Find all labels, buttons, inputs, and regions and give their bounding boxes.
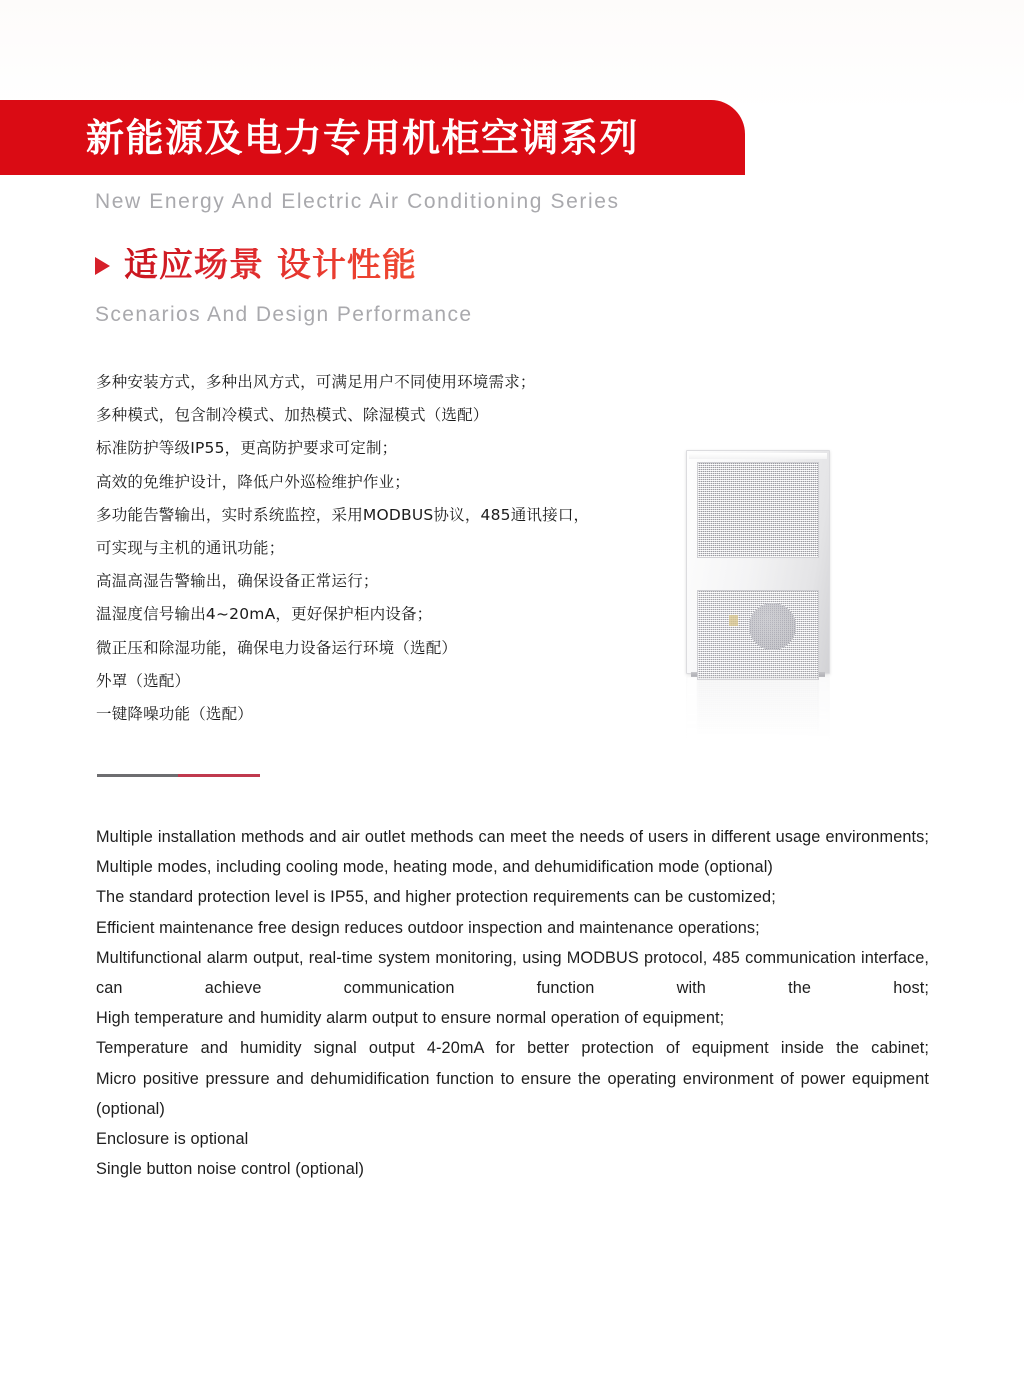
reflection-upper-grille <box>697 676 819 734</box>
divider-gray-segment <box>97 774 178 777</box>
section-heading <box>95 245 417 285</box>
feature-line-en: Multiple modes, including cooling mode, heating mode, and dehumidification mode (optional) <box>96 858 773 877</box>
feature-line-cn: 高温高湿告警输出，确保设备正常运行； <box>96 572 379 591</box>
feature-line-cn: 多种模式，包含制冷模式、加热模式、除湿模式（选配） <box>96 406 489 425</box>
feature-line-en: Multiple installation methods and air outlet methods can meet the needs of users in different usage environments; <box>96 828 929 846</box>
product-reflection <box>686 676 830 746</box>
product-image <box>686 450 830 674</box>
feature-line-cn: 外罩（选配） <box>96 671 191 690</box>
feature-line-en: Multifunctional alarm output, real-time system monitoring, using MODBUS protocol, 485 communication interface, can achieve communication function with the host; <box>96 948 929 998</box>
feature-line-en: High temperature and humidity alarm output to ensure normal operation of equipment; <box>96 1009 725 1028</box>
feature-line-en: The standard protection level is IP55, and higher protection requirements can be customized; <box>96 888 776 907</box>
triangle-right-icon <box>95 257 110 275</box>
header-banner <box>0 100 745 175</box>
feature-line-cn: 标准防护等级IP55，更高防护要求可定制； <box>96 439 398 458</box>
features-list-en <box>96 822 929 1184</box>
features-list-cn <box>96 366 696 731</box>
feature-line-en: Efficient maintenance free design reduces outdoor inspection and maintenance operations; <box>96 918 760 937</box>
feature-line-cn: 可实现与主机的通讯功能； <box>96 539 285 558</box>
banner-title-cn: 新能源及电力专用机柜空调系列 <box>86 115 640 160</box>
feature-line-cn: 高效的免维护设计，降低户外巡检维护作业； <box>96 472 411 491</box>
unit-label-sticker <box>729 615 738 626</box>
divider-red-segment <box>178 774 260 777</box>
banner-subtitle-en: New Energy And Electric Air Conditioning Series <box>95 190 620 213</box>
section-heading-cn: 适应场景 设计性能 <box>124 245 417 285</box>
feature-line-cn: 一键降噪功能（选配） <box>96 705 254 724</box>
feature-line-en: Temperature and humidity signal output 4-20mA for better protection of equipment inside the cabinet; <box>96 1039 929 1058</box>
section-divider <box>97 774 260 777</box>
feature-line-cn: 多种安装方式，多种出风方式，可满足用户不同使用环境需求； <box>96 373 536 391</box>
feature-line-cn: 多功能告警输出，实时系统监控，采用MODBUS协议，485通讯接口， <box>96 505 590 524</box>
feature-line-cn: 温湿度信号输出4~20mA，更好保护柜内设备； <box>96 605 433 624</box>
internal-fan <box>749 603 796 650</box>
feature-line-en: Micro positive pressure and dehumidification function to ensure the operating environment of power equipment (optional) <box>96 1069 929 1118</box>
section-heading-en: Scenarios And Design Performance <box>95 303 473 326</box>
feature-line-en: Enclosure is optional <box>96 1130 249 1149</box>
feature-line-cn: 微正压和除湿功能，确保电力设备运行环境（选配） <box>96 638 458 657</box>
upper-grille <box>697 462 819 558</box>
fan-mesh-overlay <box>749 603 796 650</box>
feature-line-en: Single button noise control (optional) <box>96 1160 365 1179</box>
